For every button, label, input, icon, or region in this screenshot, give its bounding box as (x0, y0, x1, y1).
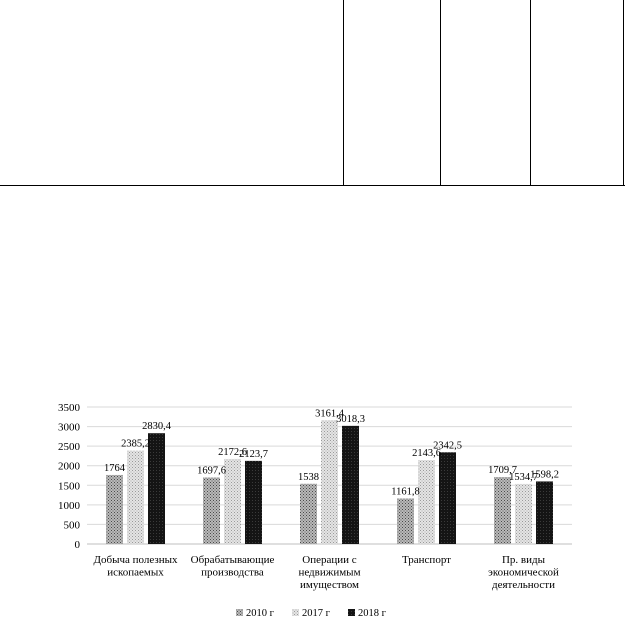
legend-label: 2018 г (358, 608, 386, 619)
y-tick-label: 3500 (58, 402, 80, 414)
bar (245, 461, 262, 544)
legend-swatch (348, 609, 355, 616)
bar (300, 484, 317, 544)
y-tick-label: 500 (63, 519, 80, 532)
bar (439, 452, 456, 544)
data-label: 2143,6 (412, 448, 441, 460)
x-category-label: Обрабатывающие (190, 554, 275, 566)
bar (148, 433, 165, 544)
legend-swatch (292, 609, 299, 616)
data-label: 1598,2 (530, 469, 559, 481)
legend-label: 2010 г (246, 608, 274, 619)
data-label: 1534,7 (509, 471, 538, 483)
x-category-label: экономической (488, 566, 559, 579)
table-column-divider (440, 0, 441, 186)
data-label: 2385,2 (121, 438, 150, 450)
data-label: 1709,7 (488, 465, 517, 477)
y-tick-label: 3000 (58, 421, 80, 434)
data-label: 3161,4 (315, 408, 344, 420)
data-label: 1764 (104, 462, 125, 474)
table-column-divider (343, 0, 344, 186)
bar-chart (0, 395, 625, 621)
bar (321, 420, 338, 544)
data-label: 2172,6 (218, 446, 247, 458)
table-fragment (0, 0, 625, 186)
bar (515, 484, 532, 544)
legend-swatch (236, 609, 243, 616)
bar (203, 478, 220, 544)
legend-label: 2017 г (302, 608, 330, 619)
data-label: 3018,3 (336, 413, 365, 425)
y-tick-label: 0 (74, 539, 80, 551)
y-tick-label: 1500 (58, 480, 80, 493)
table-right-border (623, 0, 624, 186)
data-label: 1161,8 (391, 486, 420, 498)
x-category-label: Пр. виды (501, 554, 546, 566)
bar (127, 451, 144, 544)
data-label: 2830,4 (142, 421, 171, 433)
data-label: 1538 (298, 471, 319, 483)
bar (494, 477, 511, 544)
y-tick-label: 1000 (58, 499, 80, 512)
x-category-label: Добыча полезных (93, 554, 178, 566)
data-label: 1697,6 (197, 465, 226, 477)
x-category-label: Транспорт (401, 554, 452, 566)
bar (418, 460, 435, 544)
x-category-label: Операции с (302, 554, 357, 566)
chart-svg (0, 395, 625, 621)
x-category-label: ископаемых (107, 566, 164, 579)
bar (106, 475, 123, 544)
x-category-label: недвижимым (298, 566, 361, 579)
y-tick-label: 2000 (58, 460, 80, 473)
bar (536, 481, 553, 544)
table-bottom-border (0, 185, 625, 186)
bar (342, 426, 359, 544)
bar (397, 499, 414, 544)
data-label: 2342,5 (433, 440, 462, 452)
x-category-label: деятельности (492, 579, 555, 591)
x-category-label: имуществом (299, 579, 360, 591)
x-category-label: производства (201, 566, 264, 579)
data-label: 2123,7 (239, 448, 268, 460)
y-tick-label: 2500 (58, 441, 80, 454)
table-column-divider (530, 0, 531, 186)
bar (224, 459, 241, 544)
